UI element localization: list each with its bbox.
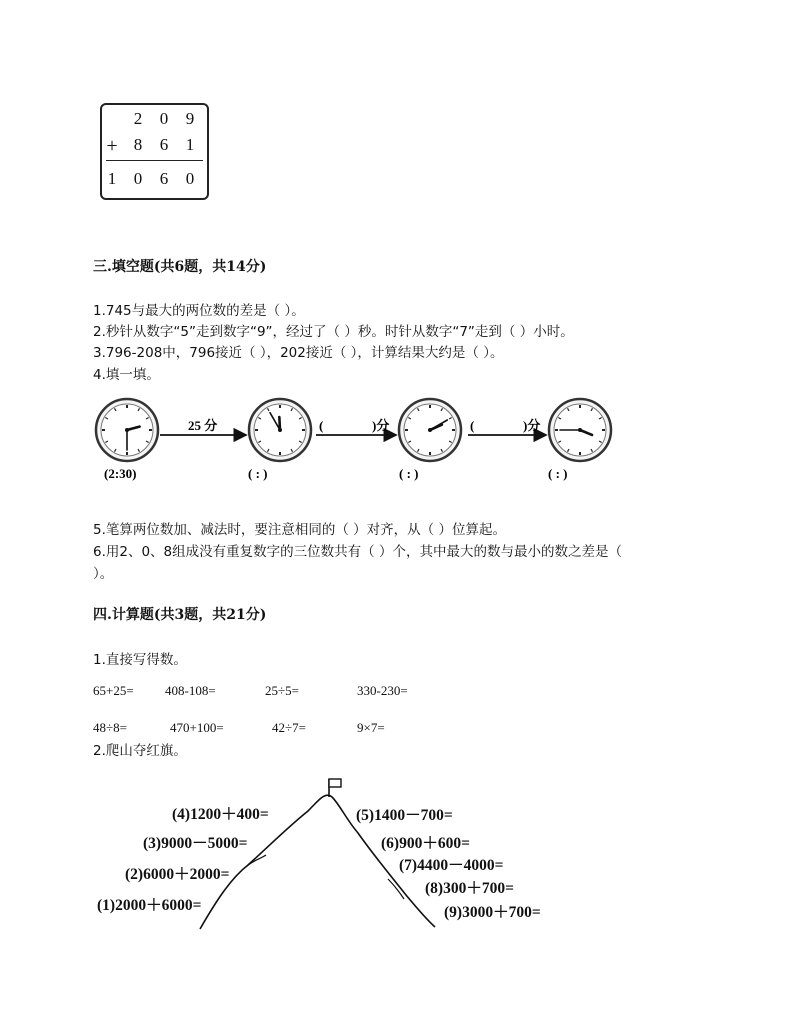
- mental-math: 408-108=: [165, 683, 216, 698]
- mountain-expr-5: (5)1400－700=: [356, 807, 453, 824]
- mental-math: 65+25=: [93, 683, 134, 698]
- digit: 0: [185, 169, 195, 188]
- digit: 6: [159, 135, 169, 154]
- mountain-expr-6: (6)900＋600=: [381, 835, 470, 852]
- mental-math: 48÷8=: [93, 720, 127, 735]
- question-3: 3.796-208中，796接近（ ），202接近（ ），计算结果大约是（ ）。: [93, 345, 504, 361]
- section3-title: 三.填空题(共6题，共14分): [93, 259, 267, 275]
- mountain-expr-8: (8)300＋700=: [425, 880, 514, 897]
- mountain-expr-9: (9)3000＋700=: [444, 904, 541, 921]
- vertical-addition: [100, 103, 209, 200]
- digit: 0: [159, 109, 169, 128]
- clock-face: [249, 399, 311, 461]
- digit: 1: [185, 135, 195, 154]
- digit: 8: [133, 135, 143, 154]
- digit: 2: [133, 109, 143, 128]
- section4-title: 四.计算题(共3题，共21分): [93, 607, 267, 623]
- mountain-expr-4: (4)1200＋400=: [172, 806, 269, 823]
- mental-math: 42÷7=: [272, 720, 306, 735]
- calc-question-1: 1.直接写得数。: [93, 652, 187, 668]
- arrow-1-label: 25 分: [188, 418, 218, 433]
- arrow-3-open: (: [470, 418, 475, 433]
- clock-face: [96, 399, 158, 461]
- question-6: 6.用2、0、8组成没有重复数字的三位数共有（ ）个，其中最大的数与最小的数之差是（: [93, 544, 622, 560]
- clock-sequence: [90, 392, 630, 492]
- mountain-expr-2: (2)6000＋2000=: [125, 866, 230, 883]
- sum-rule: [106, 160, 203, 161]
- mental-math: 25÷5=: [265, 683, 299, 698]
- mental-math: 470+100=: [170, 720, 224, 735]
- time-label-4: ( : ): [548, 466, 568, 481]
- question-2: 2.秒针从数字“5”走到数字“9”，经过了（ ）秒。时针从数字“7”走到（ ）小时。: [93, 324, 574, 340]
- mountain-expr-1: (1)2000＋6000=: [97, 897, 202, 914]
- arrow-3-close: )分: [523, 418, 541, 433]
- mountain-expr-3: (3)9000－5000=: [143, 835, 248, 852]
- question-4: 4.填一填。: [93, 367, 160, 383]
- digit: 0: [133, 169, 143, 188]
- arrow-2-close: )分: [372, 418, 390, 433]
- clock-face: [549, 399, 611, 461]
- time-label-2: ( : ): [248, 466, 268, 481]
- digit: 1: [107, 169, 117, 188]
- calc-question-2: 2.爬山夺红旗。: [93, 743, 187, 759]
- question-5: 5.笔算两位数加、减法时，要注意相同的（ ）对齐，从（ ）位算起。: [93, 522, 506, 538]
- arrow-2-open: (: [319, 418, 324, 433]
- time-label-1: (2:30): [104, 466, 137, 481]
- digit: 6: [159, 169, 169, 188]
- time-label-3: ( : ): [399, 466, 419, 481]
- digit: 9: [185, 109, 195, 128]
- mental-math: 330-230=: [357, 683, 408, 698]
- flag-icon: [329, 779, 341, 797]
- question-6-cont: ）。: [93, 566, 114, 582]
- clock-face: [399, 399, 461, 461]
- question-1: 1.745与最大的两位数的差是（ ）。: [93, 303, 305, 319]
- plus-sign: +: [106, 135, 118, 157]
- mental-math: 9×7=: [357, 720, 385, 735]
- mountain-expr-7: (7)4400－4000=: [399, 857, 504, 874]
